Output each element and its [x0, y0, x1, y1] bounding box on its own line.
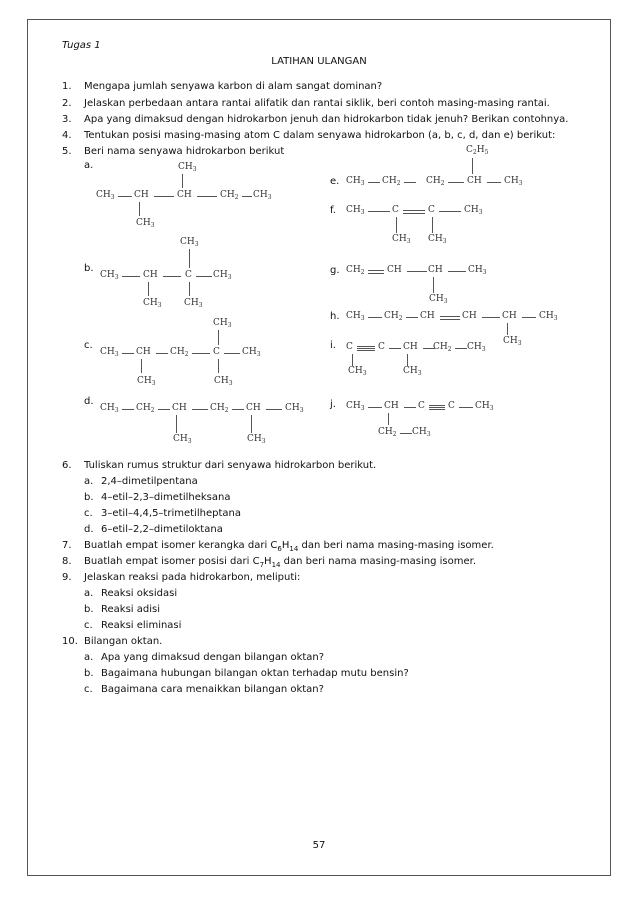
- q1-number: 1.: [62, 81, 72, 92]
- formula-group: $CH_3$: [346, 205, 365, 216]
- bond-line: [429, 405, 445, 406]
- bond-line: [182, 174, 183, 188]
- bond-line: [156, 353, 168, 354]
- bond-line: [487, 182, 501, 183]
- bond-line: [472, 158, 473, 174]
- bond-line: [176, 415, 177, 433]
- bond-line: [189, 282, 190, 296]
- formula-group: CH: [428, 265, 443, 275]
- formula-group: $CH_3$: [346, 401, 365, 412]
- bond-line: [163, 276, 181, 277]
- bond-line: [192, 353, 210, 354]
- formula-group: $CH_3$: [346, 176, 365, 187]
- formula-label-g: g.: [330, 265, 340, 276]
- bond-line: [368, 317, 382, 318]
- bond-line: [357, 346, 375, 347]
- q7-number: 7.: [62, 540, 72, 551]
- formula-label-d: d.: [84, 396, 94, 407]
- q4-text: Tentukan posisi masing-masing atom C dalam senyawa hidrokarbon (a, b, c, d, dan e) berikut:: [84, 130, 556, 141]
- q9a-label: a.: [84, 588, 94, 599]
- formula-group: $CH_3$: [503, 336, 522, 347]
- bond-line: [242, 196, 252, 197]
- formula-group: C: [185, 270, 192, 280]
- formula-group: C: [378, 342, 385, 352]
- formula-group: $CH_3$: [285, 403, 304, 414]
- formula-group: $CH_3$: [475, 401, 494, 412]
- q6d-label: d.: [84, 524, 94, 535]
- formula-group: CH: [387, 265, 402, 275]
- q10c-text: Bagaimana cara menaikkan bilangan oktan?: [101, 684, 324, 695]
- formula-label-a: a.: [84, 160, 94, 171]
- bond-line: [266, 409, 282, 410]
- bond-line: [154, 196, 174, 197]
- formula-group: CH: [134, 190, 149, 200]
- formula-label-b: b.: [84, 263, 94, 274]
- bond-line: [352, 354, 353, 366]
- formula-group: CH: [172, 403, 187, 413]
- q6d-text: 6–etil–2,2–dimetiloktana: [101, 524, 223, 535]
- bond-line: [158, 409, 170, 410]
- bond-line: [196, 276, 212, 277]
- formula-group: C: [448, 401, 455, 411]
- formula-group: C: [392, 205, 399, 215]
- formula-group: CH: [136, 347, 151, 357]
- formula-group: $CH_3$: [464, 205, 483, 216]
- bond-line: [141, 359, 142, 373]
- formula-label-h: h.: [330, 311, 340, 322]
- formula-group: $CH_2$: [210, 403, 229, 414]
- bond-line: [429, 409, 445, 410]
- q6c-text: 3–etil–4,4,5–trimetilheptana: [101, 508, 241, 519]
- bond-line: [455, 348, 467, 349]
- bond-line: [368, 270, 384, 271]
- bond-line: [448, 182, 464, 183]
- bond-line: [122, 276, 140, 277]
- formula-group: C: [346, 342, 353, 352]
- bond-line: [122, 353, 134, 354]
- q10a-label: a.: [84, 652, 94, 663]
- bond-line: [218, 330, 219, 345]
- q10b-label: b.: [84, 668, 94, 679]
- bond-line: [407, 354, 408, 366]
- q10b-text: Bagaimana hubungan bilangan oktan terhadap mutu bensin?: [101, 668, 409, 679]
- bond-line: [433, 277, 434, 293]
- formula-group: $CH_2$: [220, 190, 239, 201]
- q6a-label: a.: [84, 476, 94, 487]
- q9-number: 9.: [62, 572, 72, 583]
- q2-text: Jelaskan perbedaan antara rantai alifatik dan rantai siklik, beri contoh masing-masing rantai.: [84, 98, 550, 109]
- formula-group: $CH_2$: [384, 311, 403, 322]
- q9c-text: Reaksi eliminasi: [101, 620, 182, 631]
- bond-line: [118, 196, 132, 197]
- bond-line: [232, 409, 244, 410]
- bond-line: [400, 433, 412, 434]
- bond-line: [368, 273, 384, 274]
- bond-line: [403, 210, 425, 211]
- formula-group: $CH_3$: [348, 366, 367, 377]
- formula-group: $CH_2$: [433, 342, 452, 353]
- formula-group: $CH_3$: [403, 366, 422, 377]
- formula-group: C: [428, 205, 435, 215]
- bond-line: [440, 316, 460, 317]
- formula-group: $CH_3$: [178, 162, 197, 173]
- bond-line: [197, 196, 217, 197]
- bond-line: [139, 202, 140, 216]
- bond-line: [507, 323, 508, 335]
- bond-line: [224, 353, 240, 354]
- formula-group: $CH_3$: [242, 347, 261, 358]
- q6-text: Tuliskan rumus struktur dari senyawa hidrokarbon berikut.: [84, 460, 377, 471]
- bond-line: [357, 348, 375, 349]
- q9a-text: Reaksi oksidasi: [101, 588, 178, 599]
- formula-group: $CH_3$: [392, 234, 411, 245]
- q2-number: 2.: [62, 98, 72, 109]
- bond-line: [439, 211, 461, 212]
- q6b-label: b.: [84, 492, 94, 503]
- formula-label-j: j.: [330, 399, 336, 410]
- formula-group: CH: [246, 403, 261, 413]
- formula-label-c: c.: [84, 340, 93, 351]
- formula-group: $CH_2$: [136, 403, 155, 414]
- formula-label-f: f.: [330, 205, 336, 216]
- bond-line: [406, 317, 418, 318]
- bond-line: [148, 282, 149, 296]
- formula-group: $CH_3$: [467, 342, 486, 353]
- formula-group: $CH_3$: [213, 318, 232, 329]
- formula-label-e: e.: [330, 176, 340, 187]
- bond-line: [448, 271, 466, 272]
- bond-line: [357, 350, 375, 351]
- formula-group: $CH_3$: [173, 434, 192, 445]
- formula-group: $CH_3$: [136, 218, 155, 229]
- formula-group: $CH_3$: [346, 311, 365, 322]
- formula-group: $CH_2$: [170, 347, 189, 358]
- bond-line: [404, 407, 416, 408]
- bond-line: [522, 317, 536, 318]
- formula-group: CH: [462, 311, 477, 321]
- q10a-text: Apa yang dimaksud dengan bilangan oktan?: [101, 652, 325, 663]
- formula-group: CH: [384, 401, 399, 411]
- q4-number: 4.: [62, 130, 72, 141]
- formula-group: $CH_3$: [429, 294, 448, 305]
- formula-group: $CH_3$: [247, 434, 266, 445]
- q9-text: Jelaskan reaksi pada hidrokarbon, meliputi:: [84, 572, 301, 583]
- q8-number: 8.: [62, 556, 72, 567]
- formula-group: $CH_2$: [378, 427, 397, 438]
- formula-group: CH: [177, 190, 192, 200]
- formula-group: $CH_3$: [143, 298, 162, 309]
- bond-line: [389, 348, 401, 349]
- formula-group: CH: [143, 270, 158, 280]
- bond-line: [122, 409, 134, 410]
- q9c-label: c.: [84, 620, 93, 631]
- q1-text: Mengapa jumlah senyawa karbon di alam sangat dominan?: [84, 81, 383, 92]
- bond-line: [388, 413, 389, 425]
- bond-line: [396, 217, 397, 233]
- formula-group: $CH_3$: [100, 347, 119, 358]
- formula-group: $CH_3$: [213, 270, 232, 281]
- bond-line: [459, 407, 473, 408]
- bond-line: [403, 213, 425, 214]
- bond-line: [368, 182, 380, 183]
- formula-group: $CH_2$: [346, 265, 365, 276]
- formula-group: $CH_3$: [539, 311, 558, 322]
- formula-group: $CH_3$: [504, 176, 523, 187]
- q7-text: Buatlah empat isomer kerangka dari $C_6H_{14}$ dan beri nama masing-masing isomer.: [84, 540, 494, 553]
- bond-line: [368, 407, 382, 408]
- q10-number: 10.: [62, 636, 78, 647]
- q3-text: Apa yang dimaksud dengan hidrokarbon jenuh dan hidrokarbon tidak jenuh? Berikan contohnya.: [84, 114, 569, 125]
- formula-group: $CH_3$: [96, 190, 115, 201]
- formula-label-i: i.: [330, 340, 336, 351]
- tugas-label: Tugas 1: [62, 40, 101, 51]
- formula-group: C: [418, 401, 425, 411]
- bond-line: [429, 407, 445, 408]
- q6b-text: 4–etil–2,3–dimetilheksana: [101, 492, 231, 503]
- page-title: LATIHAN ULANGAN: [271, 56, 367, 67]
- bond-line: [218, 359, 219, 373]
- q9b-text: Reaksi adisi: [101, 604, 160, 615]
- bond-line: [368, 211, 390, 212]
- q6a-text: 2,4–dimetilpentana: [101, 476, 198, 487]
- bond-line: [407, 271, 427, 272]
- formula-group: CH: [403, 342, 418, 352]
- formula-group: CH: [502, 311, 517, 321]
- formula-group: $CH_3$: [412, 427, 431, 438]
- q9b-label: b.: [84, 604, 94, 615]
- bond-line: [440, 319, 460, 320]
- q5-number: 5.: [62, 146, 72, 157]
- formula-group: $CH_3$: [100, 270, 119, 281]
- bond-line: [189, 249, 190, 268]
- formula-group: CH: [420, 311, 435, 321]
- q10c-label: c.: [84, 684, 93, 695]
- bond-line: [251, 415, 252, 433]
- q6c-label: c.: [84, 508, 93, 519]
- bond-line: [404, 182, 416, 183]
- bond-line: [432, 217, 433, 233]
- formula-group: $CH_3$: [137, 376, 156, 387]
- formula-group: $CH_3$: [180, 237, 199, 248]
- formula-group: C: [213, 347, 220, 357]
- formula-group: $CH_3$: [468, 265, 487, 276]
- q6-number: 6.: [62, 460, 72, 471]
- formula-group: $CH_3$: [253, 190, 272, 201]
- formula-group: CH: [467, 176, 482, 186]
- formula-group: $CH_3$: [100, 403, 119, 414]
- bond-line: [192, 409, 208, 410]
- page-number: 57: [312, 840, 326, 851]
- bond-line: [482, 317, 500, 318]
- q10-text: Bilangan oktan.: [84, 636, 163, 647]
- formula-group: $CH_2$: [382, 176, 401, 187]
- formula-group: $CH_3$: [184, 298, 203, 309]
- formula-group: $CH_3$: [428, 234, 447, 245]
- formula-group: $C_2H_5$: [466, 145, 489, 156]
- q8-text: Buatlah empat isomer posisi dari $C_7H_{14}$ dan beri nama masing-masing isomer.: [84, 556, 476, 569]
- q3-number: 3.: [62, 114, 72, 125]
- formula-group: $CH_3$: [214, 376, 233, 387]
- q5-text: Beri nama senyawa hidrokarbon berikut: [84, 146, 285, 157]
- formula-group: $CH_2$: [426, 176, 445, 187]
